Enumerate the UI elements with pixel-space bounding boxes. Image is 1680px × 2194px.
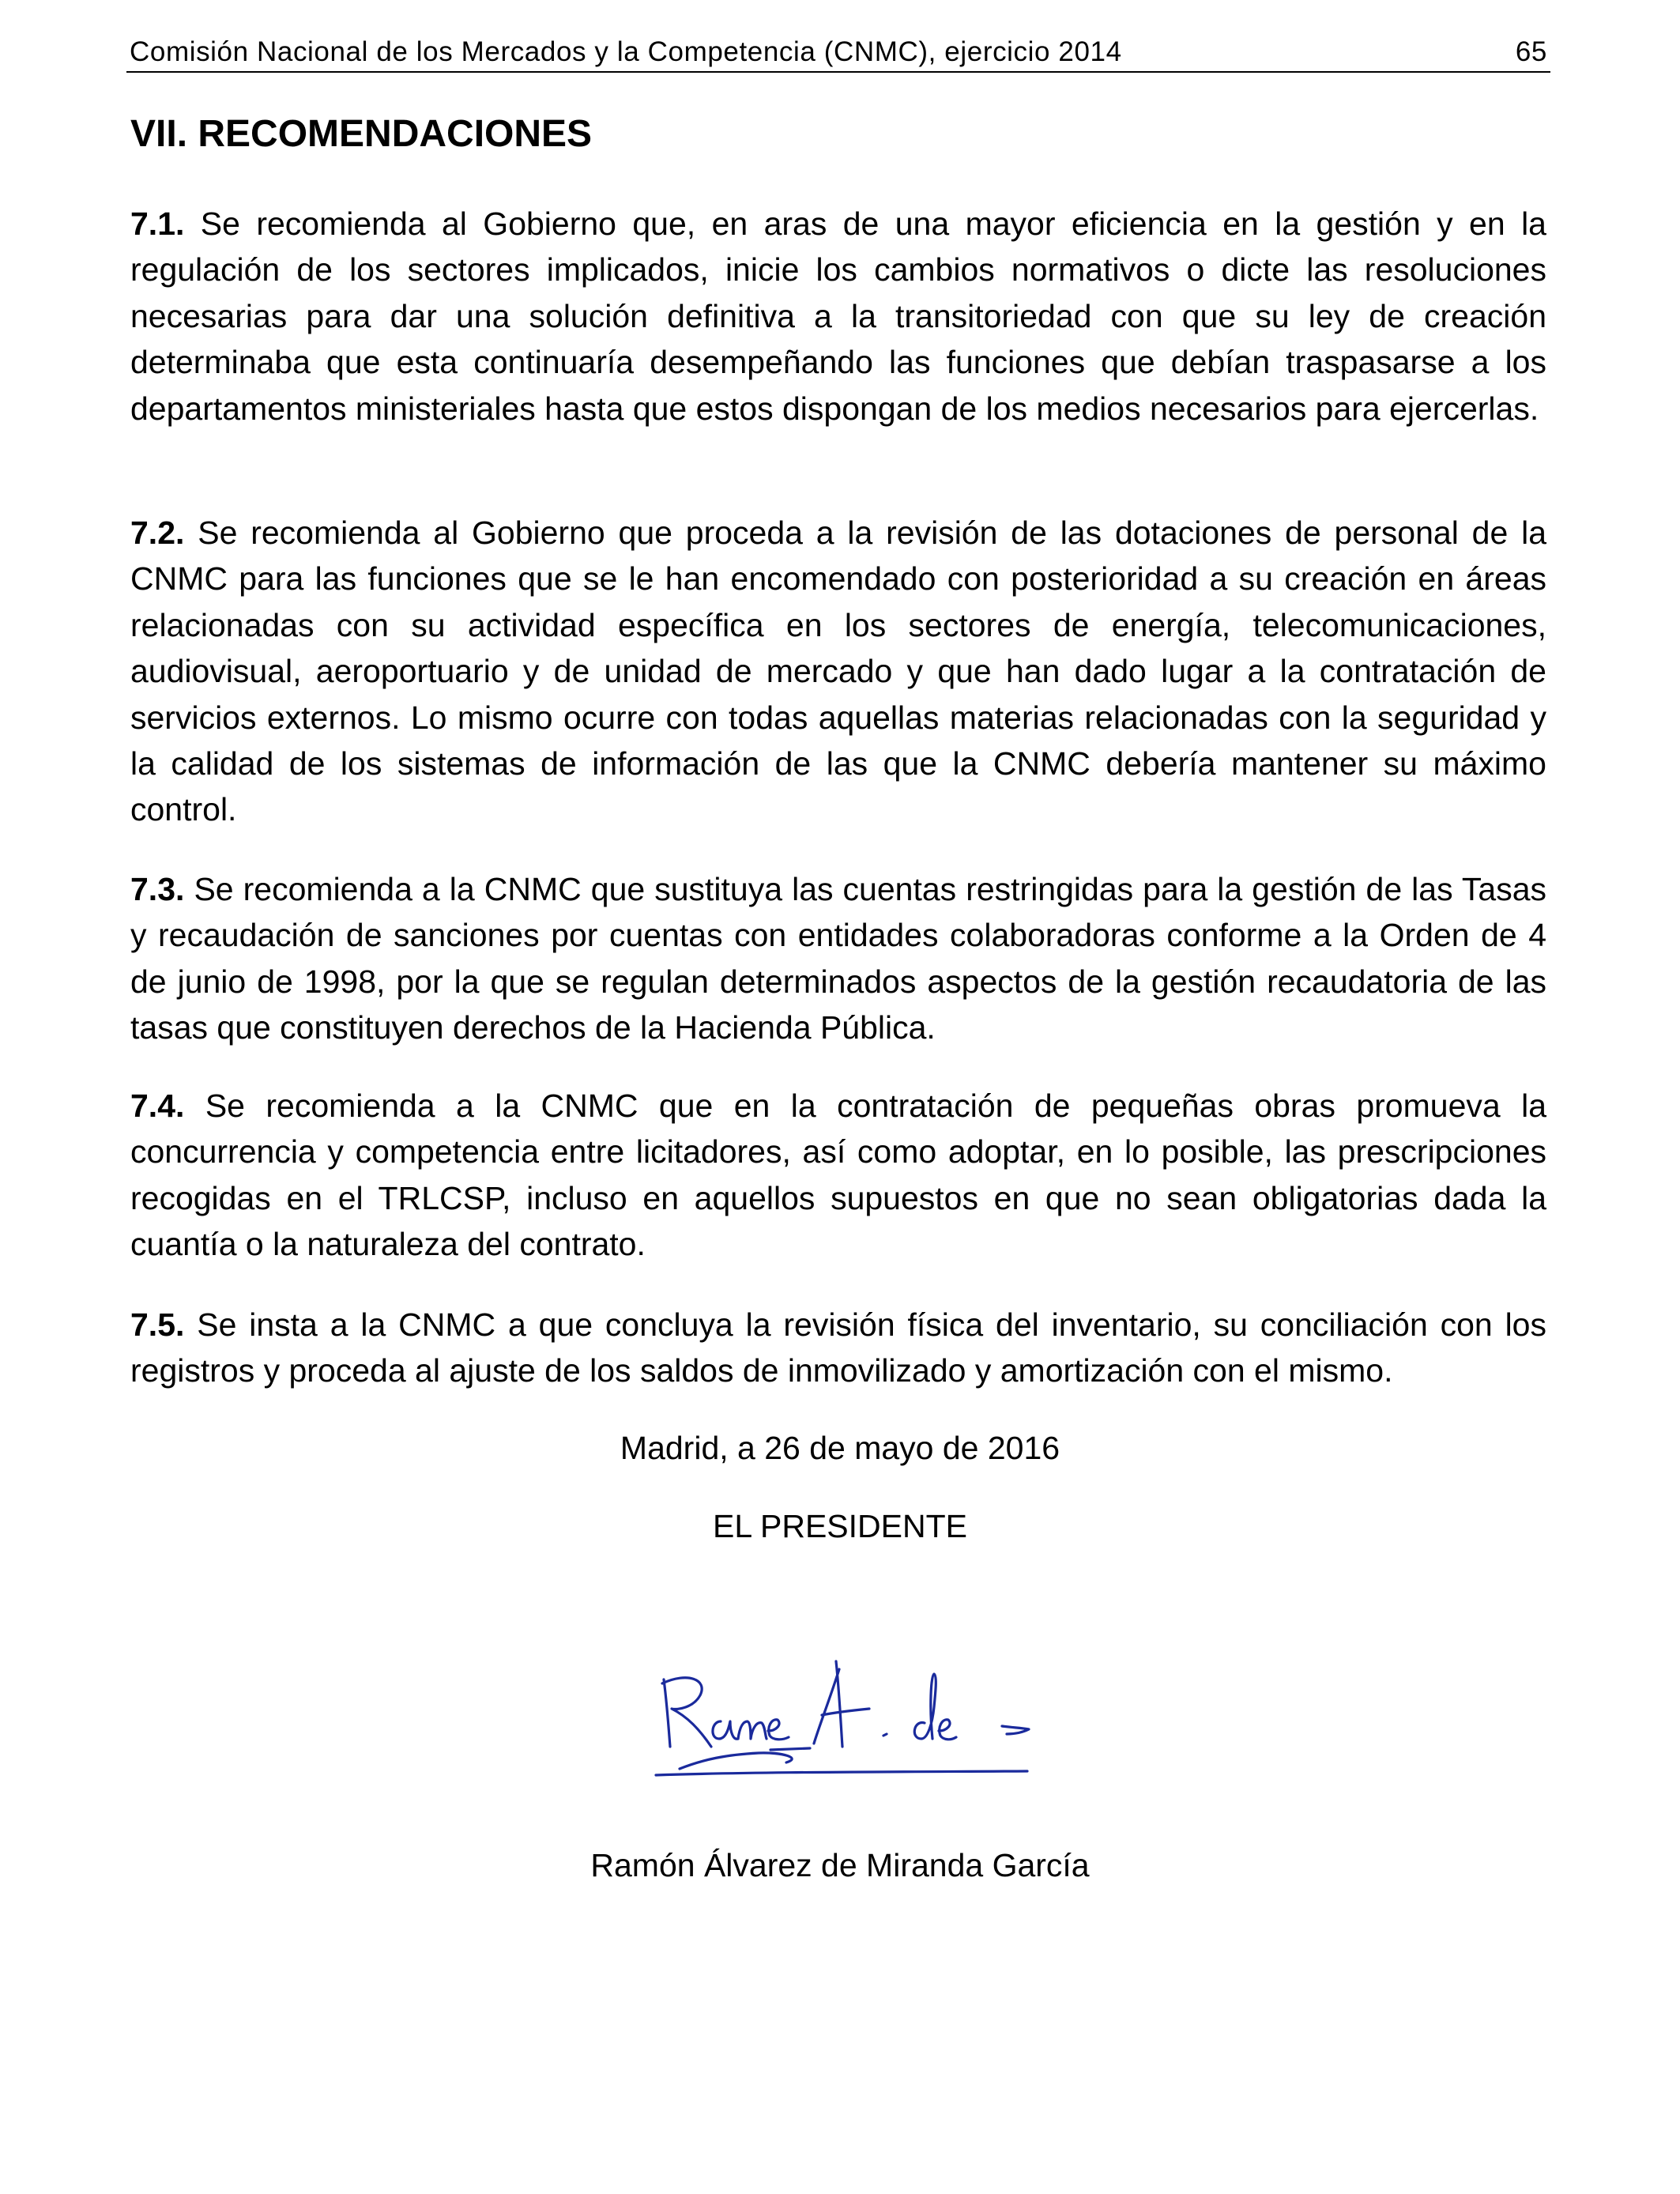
- recommendation-text: Se insta a la CNMC a que concluya la revisión física del inventario, su conciliación con los registros y proceda al ajuste de los saldos de inmovilizado y amortización con el mismo.: [130, 1306, 1546, 1389]
- recommendation-7-3: [130, 866, 1546, 1051]
- recommendation-text: Se recomienda al Gobierno que, en aras de una mayor eficiencia en la gestión y en la regulación de los sectores implicados, inicie los cambios normativos o dicte las resoluciones necesarias para dar una solución definitiva a la transitoriedad con que su ley de creación determinaba que esta continuaría desempeñando las funciones que debían traspasarse a los departamentos ministeriales hasta que estos dispongan de los medios necesarios para ejercerlas.: [130, 205, 1546, 427]
- recommendation-number: 7.1.: [130, 205, 185, 242]
- recommendation-text: Se recomienda al Gobierno que proceda a la revisión de las dotaciones de personal de la CNMC para las funciones que se le han encomendado con posterioridad a su creación en áreas relacionadas con su actividad específica en los sectores de energía, telecomunicaciones, audiovisual, aeroportuario y de unidad de mercado y que han dado lugar a la contratación de servicios externos. Lo mismo ocurre con todas aquellas materias relacionadas con la seguridad y la calidad de los sistemas de información de las que la CNMC debería mantener su máximo control.: [130, 515, 1546, 828]
- page-number: 65: [1515, 36, 1547, 67]
- signatory-name: Ramón Álvarez de Miranda García: [590, 1847, 1090, 1883]
- running-title: Comisión Nacional de los Mercados y la Competencia (CNMC), ejercicio 2014: [130, 36, 1122, 67]
- recommendation-number: 7.2.: [130, 515, 185, 551]
- recommendation-number: 7.5.: [130, 1306, 185, 1343]
- recommendation-7-1: [130, 201, 1546, 432]
- recommendation-7-2: [130, 510, 1546, 833]
- recommendation-text: Se recomienda a la CNMC que sustituya las cuentas restringidas para la gestión de las Tasas y recaudación de sanciones por cuentas con entidades colaboradoras conforme a la Orden de 4 de junio de 1998, por la que se regulan determinados aspectos de la gestión recaudatoria de las tasas que constituyen derechos de la Hacienda Pública.: [130, 871, 1546, 1046]
- recommendation-7-4: [130, 1083, 1546, 1268]
- section-title: VII. RECOMENDACIONES: [130, 113, 593, 155]
- recommendation-number: 7.4.: [130, 1088, 185, 1124]
- recommendation-text: Se recomienda a la CNMC que en la contratación de pequeñas obras promueva la concurrencia y competencia entre licitadores, así como adoptar, en lo posible, las prescripciones recogidas en el TRLCSP, incluso en aquellos supuestos en que no sean obligatorias dada la cuantía o la naturaleza del contrato.: [130, 1088, 1546, 1263]
- place-date: Madrid, a 26 de mayo de 2016: [620, 1430, 1060, 1466]
- handwritten-signature: [632, 1628, 1075, 1786]
- page-header: [126, 33, 1550, 73]
- recommendation-7-5: [130, 1302, 1546, 1394]
- signatory-role: EL PRESIDENTE: [712, 1508, 967, 1544]
- recommendation-number: 7.3.: [130, 871, 185, 907]
